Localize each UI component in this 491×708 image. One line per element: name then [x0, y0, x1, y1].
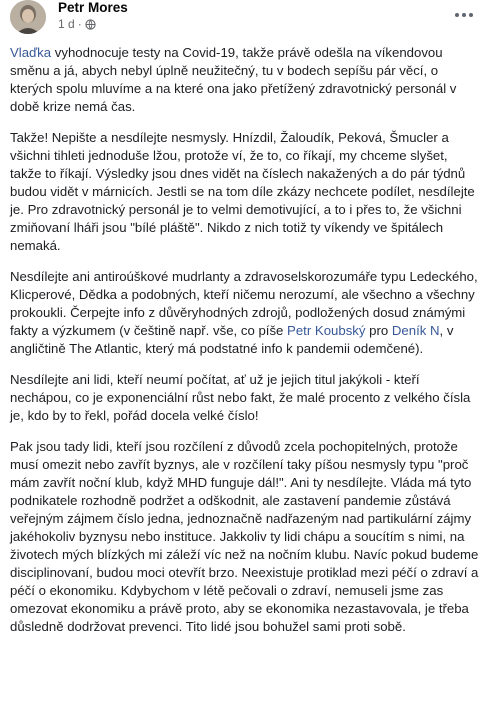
paragraph-3-text-c: , v angličtině The Atlantic, který má podstatné info k pandemii odemčené). [10, 323, 454, 356]
more-options-icon[interactable] [453, 8, 475, 22]
post-meta [58, 17, 96, 31]
paragraph-3-text-a: Nesdílejte ani antiroúškové mudrlanty a zdravoselskorozumáře typu Ledeckého, Klicperové, Dědka a podobných, kteří ničemu nerozumí, ale všechno a všechny prokoukli. Čerpejte info z důvěryhodných zdrojů, podložených dosud známými fakty a výzkumem (v češtině např. vše, co píše [10, 269, 478, 338]
meta-separator: · [77, 17, 82, 31]
post-time[interactable]: 1 d [58, 17, 75, 31]
author-name[interactable]: Petr Mores [58, 0, 128, 15]
mention-vladka-link[interactable]: Vlaďka [10, 45, 52, 60]
globe-icon [85, 19, 96, 30]
avatar[interactable] [10, 0, 46, 34]
paragraph-1 [10, 44, 480, 116]
post-body [10, 44, 480, 649]
mention-denik-n-link[interactable]: Deník N [391, 323, 440, 338]
mention-petr-koubsky-link[interactable]: Petr Koubský [287, 323, 366, 338]
paragraph-4: Nesdílejte ani lidi, kteří neumí počítat, ať už je jejich titul jakýkoli - kteří nechápou, co je exponenciální růst nebo fakt, že malé procento z velkého čísla je, kdo by to řekl, pořád docela velké číslo! [10, 372, 471, 423]
paragraph-3-text-b: pro [365, 323, 392, 338]
paragraph-5: Pak jsou tady lidi, kteří jsou rozčílení z důvodů zcela pochopitelných, protože musí omezit nebo zavřít byznys, ale v rozčílení taky píšou nesmysly typu "proč mám zavřít noční klub, když MHD funguje dál!". Ani ty nesdílejte. Vláda má tyto podnikatele rozhodně podržet a odškodnit, ale zastavení pandemie zůstává veřejným zájmem číslo jedna, jednoznačně nadřazeným nad partikulární zájmy jakéhokoliv byznysu nebo instituce. Jakkoliv ty lidi chápu a soucítím s nimi, na životech mých blízkých mi záleží víc než na nočním klubu. Navíc pokud budeme disciplinovaní, budou moci otevřít brzo. Neexistuje protiklad mezi péčí o zdraví a péčí o ekonomiku. Kdybychom v létě pečovali o zdraví, nemuseli jsme zas omezovat ekonomiku a právě proto, aby se ekonomika nezastavovala, je třeba důsledně dodržovat prevenci. Tito lidé jsou bohužel sami proti sobě. [10, 439, 479, 634]
paragraph-1-text: vyhodnocuje testy na Covid-19, takže právě odešla na víkendovou směnu a já, abych nebyl úplně neužitečný, tu v bodech sepíšu pár věcí, o kterých spolu mluvíme a na které ona jako přetížený zdravotnický personál v době krize nemá čas. [10, 45, 457, 114]
paragraph-3 [10, 268, 480, 358]
profile-photo-icon [10, 0, 46, 34]
post-header [0, 0, 491, 36]
paragraph-2: Takže! Nepište a nesdílejte nesmysly. Hnízdil, Žaloudík, Peková, Šmucler a všichni tihleti jednoduše lžou, protože ví, že to, co říkají, my chceme slyšet, takže to říkají. Výsledky jsou dnes vidět na číslech nakažených a do pár týdnů budou vidět v márnicích. Jestli se na tom díle zkázy nechcete podílet, nesdílejte je. Pro zdravotnický personál je to velmi demotivující, a to i přes to, že všichni zmiňovaní lháři jsou "bílé pláště". Nikdo z nich totiž ty víkendy ve špitálech nemaká. [10, 130, 475, 253]
